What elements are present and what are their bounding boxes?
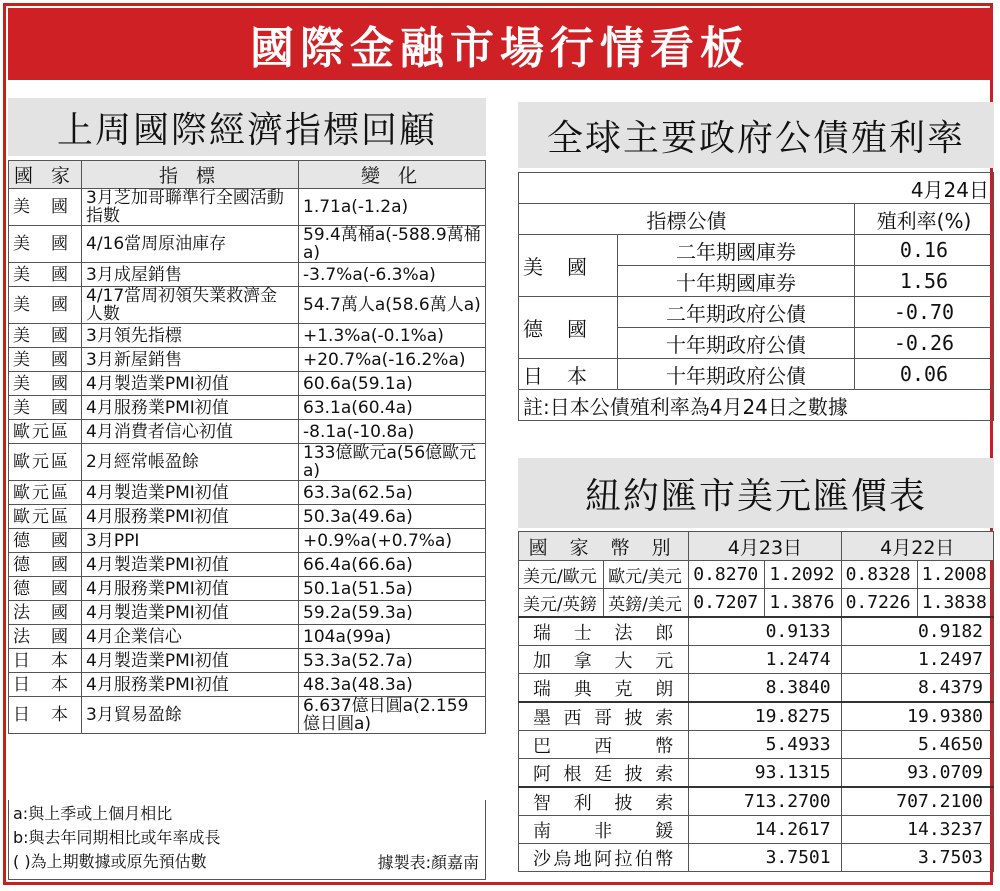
table-row [519,235,994,266]
change-cell: -3.7%a(-6.3%a) [299,263,486,287]
bond-panel-title: 全球主要政府公債殖利率 [518,102,994,168]
change-cell: 50.1a(51.5a) [299,577,486,601]
table-row [9,505,486,529]
currency-name-cell: 智利披索 [519,787,689,816]
table-row [9,529,486,553]
header-change: 變 化 [299,161,486,189]
currency-name-cell: 巴西幣 [519,731,689,759]
header-country: 國 家 [9,161,82,189]
bond-yield-cell: -0.70 [855,297,994,328]
table-row [9,673,486,697]
currency-name-cell: 加拿大元 [519,646,689,674]
table-row [9,649,486,673]
change-cell: 54.7萬人a(58.6萬人a) [299,287,486,324]
indicator-cell: 4/17當周初領失業救濟金人數 [82,287,299,324]
change-cell: 53.3a(52.7a) [299,649,486,673]
table-row [9,601,486,625]
rate-cell: 713.2700 [689,787,841,816]
currency-name-cell: 瑞典克朗 [519,674,689,703]
indicator-cell: 2月經常帳盈餘 [82,444,299,481]
header-currency: 國 家 幣 別 [519,532,689,561]
rate-cell: 14.2617 [689,816,841,844]
rate-cell: 3.7503 [841,844,993,872]
change-cell: 50.3a(49.6a) [299,505,486,529]
change-cell: +0.9%a(+0.7%a) [299,529,486,553]
change-cell: 63.1a(60.4a) [299,396,486,420]
bond-yield-cell: -0.26 [855,328,994,359]
indicator-cell: 4月製造業PMI初值 [82,553,299,577]
table-row [519,617,994,646]
table-row [519,844,994,872]
rate-cell: 5.4650 [841,731,993,759]
bond-name-cell: 十年期國庫券 [618,266,855,297]
bond-name-cell: 十年期政府公債 [618,359,855,390]
table-row [9,396,486,420]
indicator-cell: 3月成屋銷售 [82,263,299,287]
rate-cell: 19.9380 [841,702,993,731]
pair-label-cell: 美元/英鎊 [519,589,604,618]
bond-country-cell: 日 本 [519,359,618,390]
indicator-cell: 4月服務業PMI初值 [82,505,299,529]
country-cell: 美 國 [9,287,82,324]
indicator-cell: 4月製造業PMI初值 [82,649,299,673]
pair-label-cell: 英鎊/美元 [604,589,689,618]
country-cell: 美 國 [9,263,82,287]
change-cell: 6.637億日圓a(2.159億日圓a) [299,697,486,734]
rate-cell: 5.4933 [689,731,841,759]
bond-yield-cell: 1.56 [855,266,994,297]
currency-name-cell: 南非鍰 [519,816,689,844]
header-indicator: 指 標 [82,161,299,189]
indicator-cell: 4月服務業PMI初值 [82,396,299,420]
bond-note: 註:日本公債殖利率為4月24日之數據 [519,390,994,421]
bond-yield-cell: 0.06 [855,359,994,390]
bond-country-cell: 美 國 [519,235,618,297]
rate-cell: 1.2008 [917,561,993,589]
indicator-cell: 4月製造業PMI初值 [82,372,299,396]
rate-cell: 8.3840 [689,674,841,703]
change-cell: +20.7%a(-16.2%a) [299,348,486,372]
bond-yield-cell: 0.16 [855,235,994,266]
table-row [519,359,994,390]
rate-cell: 1.2497 [841,646,993,674]
econ-notes [8,800,486,880]
rate-cell: 93.1315 [689,759,841,788]
country-cell: 美 國 [9,372,82,396]
table-row [519,816,994,844]
rate-cell: 1.3876 [765,589,841,618]
table-row [9,324,486,348]
table-row [9,372,486,396]
source-credit: 據製表:顏嘉南 [377,853,479,872]
country-cell: 美 國 [9,189,82,226]
change-cell: 60.6a(59.1a) [299,372,486,396]
table-row [9,553,486,577]
country-cell: 日 本 [9,673,82,697]
rate-cell: 0.7207 [689,589,765,618]
country-cell: 歐元區 [9,481,82,505]
change-cell: 104a(99a) [299,625,486,649]
header-yield: 殖利率(%) [855,204,994,235]
table-row [519,787,994,816]
table-header-row [9,161,486,189]
indicator-cell: 3月新屋銷售 [82,348,299,372]
table-row [519,561,994,589]
pair-label-cell: 歐元/美元 [604,561,689,589]
change-cell: 48.3a(48.3a) [299,673,486,697]
country-cell: 歐元區 [9,505,82,529]
table-row [9,287,486,324]
table-row [9,697,486,734]
table-row [519,731,994,759]
fx-panel-title: 紐約匯市美元匯價表 [518,458,994,528]
indicator-cell: 4/16當周原油庫存 [82,226,299,263]
change-cell: 59.4萬桶a(-588.9萬桶a) [299,226,486,263]
table-row [9,577,486,601]
bond-name-cell: 二年期政府公債 [618,297,855,328]
bond-date: 4月24日 [519,173,994,204]
indicator-cell: 4月消費者信心初值 [82,420,299,444]
change-cell: 1.71a(-1.2a) [299,189,486,226]
rate-cell: 1.3838 [917,589,993,618]
rate-cell: 19.8275 [689,702,841,731]
header-bond: 指標公債 [519,204,855,235]
table-row [9,226,486,263]
rate-cell: 0.7226 [841,589,917,618]
table-row [9,263,486,287]
country-cell: 法 國 [9,625,82,649]
rate-cell: 0.8270 [689,561,765,589]
table-row [9,189,486,226]
econ-panel-title: 上周國際經濟指標回顧 [8,98,486,156]
change-cell: 133億歐元a(56億歐元a) [299,444,486,481]
rate-cell: 1.2474 [689,646,841,674]
change-cell: 59.2a(59.3a) [299,601,486,625]
rate-cell: 707.2100 [841,787,993,816]
change-cell: +1.3%a(-0.1%a) [299,324,486,348]
rate-cell: 8.4379 [841,674,993,703]
rate-cell: 14.3237 [841,816,993,844]
country-cell: 歐元區 [9,444,82,481]
indicator-cell: 4月製造業PMI初值 [82,481,299,505]
indicator-cell: 3月領先指標 [82,324,299,348]
change-cell: 66.4a(66.6a) [299,553,486,577]
econ-indicator-table [8,160,486,734]
change-cell: 63.3a(62.5a) [299,481,486,505]
country-cell: 美 國 [9,226,82,263]
indicator-cell: 3月PPI [82,529,299,553]
currency-name-cell: 瑞士法郎 [519,617,689,646]
rate-cell: 0.8328 [841,561,917,589]
indicator-cell: 4月製造業PMI初值 [82,601,299,625]
country-cell: 德 國 [9,553,82,577]
note-line: b:與去年同期相比或年率成長 [13,828,221,847]
country-cell: 美 國 [9,396,82,420]
header-date-2: 4月22日 [841,532,993,561]
table-row [519,674,994,703]
rate-cell: 93.0709 [841,759,993,788]
country-cell: 歐元區 [9,420,82,444]
banner-title: 國際金融市場行情看板 [8,8,992,80]
table-row [519,589,994,618]
note-line: a:與上季或上個月相比 [13,804,173,823]
country-cell: 德 國 [9,529,82,553]
rate-cell: 0.9182 [841,617,993,646]
currency-name-cell: 阿根廷披索 [519,759,689,788]
table-row [519,759,994,788]
header-date-1: 4月23日 [689,532,841,561]
indicator-cell: 4月服務業PMI初值 [82,673,299,697]
country-cell: 法 國 [9,601,82,625]
table-row [9,420,486,444]
rate-cell: 3.7501 [689,844,841,872]
table-row [519,390,994,421]
table-row [9,625,486,649]
pair-label-cell: 美元/歐元 [519,561,604,589]
country-cell: 日 本 [9,649,82,673]
country-cell: 美 國 [9,348,82,372]
note-line: ( )為上期數據或原先預估數 [13,852,207,871]
table-row [9,348,486,372]
country-cell: 美 國 [9,324,82,348]
table-header-row [519,532,994,561]
bond-name-cell: 二年期國庫券 [618,235,855,266]
bond-yield-table [518,172,994,421]
table-row [519,297,994,328]
indicator-cell: 4月企業信心 [82,625,299,649]
table-row [519,646,994,674]
table-row [9,444,486,481]
change-cell: -8.1a(-10.8a) [299,420,486,444]
table-row [9,481,486,505]
country-cell: 德 國 [9,577,82,601]
bond-name-cell: 十年期政府公債 [618,328,855,359]
indicator-cell: 3月芝加哥聯準行全國活動指數 [82,189,299,226]
indicator-cell: 3月貿易盈餘 [82,697,299,734]
table-row [519,702,994,731]
bond-country-cell: 德 國 [519,297,618,359]
currency-name-cell: 沙烏地阿拉伯幣 [519,844,689,872]
fx-rate-table [518,531,994,872]
rate-cell: 0.9133 [689,617,841,646]
rate-cell: 1.2092 [765,561,841,589]
indicator-cell: 4月服務業PMI初值 [82,577,299,601]
country-cell: 日 本 [9,697,82,734]
currency-name-cell: 墨西哥披索 [519,702,689,731]
